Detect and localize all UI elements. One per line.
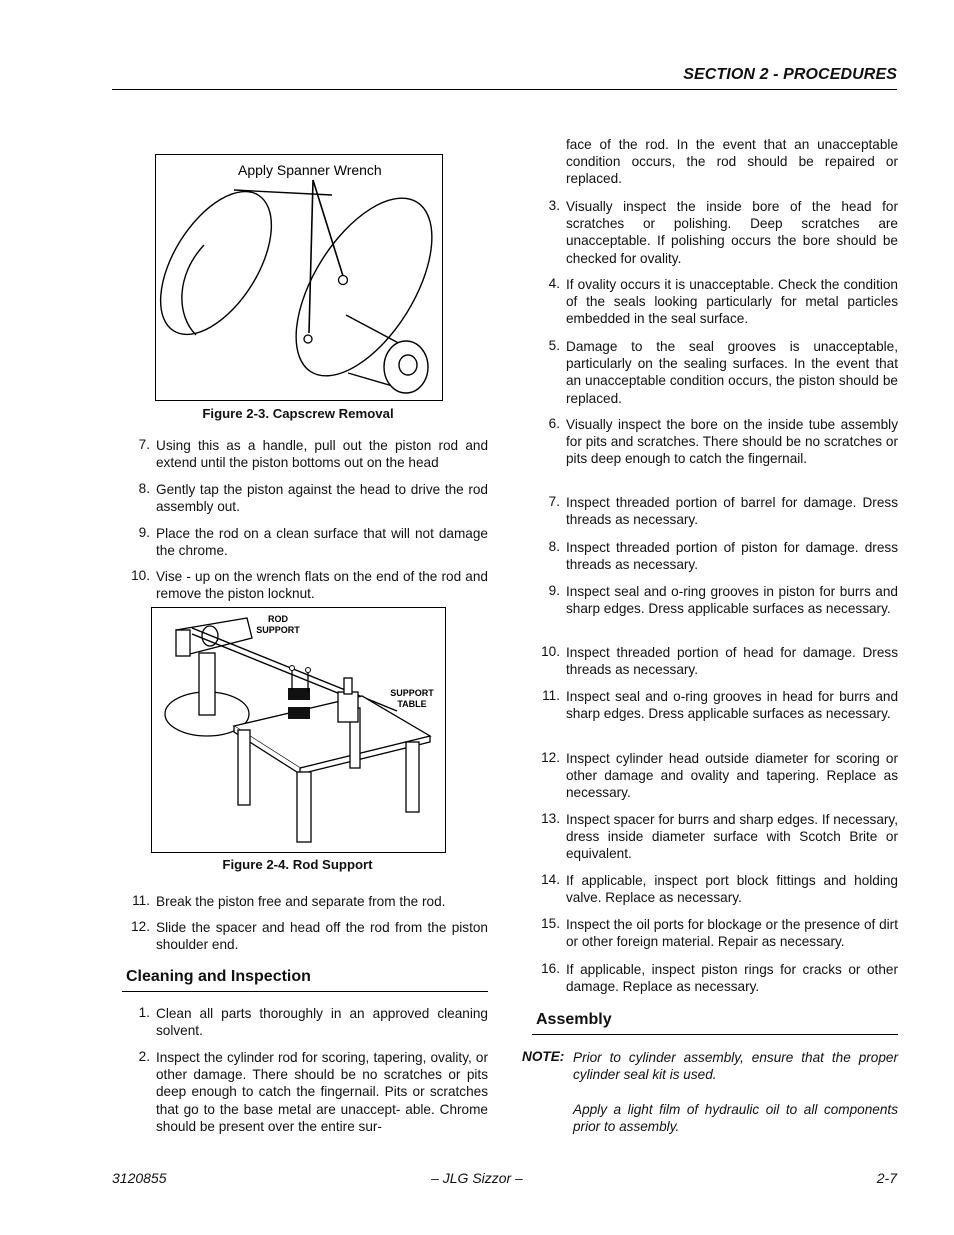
list-item: 11. Inspect seal and o-ring grooves in head for burrs and sharp edges. Dress applicable surfaces as necessary.: [542, 688, 898, 722]
list-item: 8. Gently tap the piston against the head to drive the rod assembly out.: [138, 481, 488, 515]
list-item: 16. If applicable, inspect piston rings for cracks or other damage. Replace as necessary.: [541, 961, 898, 995]
list-item: 14. If applicable, inspect port block fittings and holding valve. Replace as necessary.: [541, 872, 898, 906]
list-item: 11. Break the piston free and separate from the rod.: [132, 893, 446, 909]
note-text: Apply a light film of hydraulic oil to all components prior to assembly.: [573, 1102, 898, 1135]
list-item: 9. Place the rod on a clean surface that will not damage the chrome.: [138, 525, 488, 559]
list-item: 7. Using this as a handle, pull out the piston rod and extend until the piston bottoms out on the head: [138, 437, 488, 471]
figure-caption: Figure 2-4. Rod Support: [222, 857, 373, 872]
note-text: Prior to cylinder assembly, ensure that the proper cylinder seal kit is used.: [573, 1050, 898, 1083]
list-item: 10. Inspect threaded portion of head for damage. Dress threads as necessary.: [541, 644, 898, 678]
spanner-wrench-illustration: [156, 155, 442, 400]
note-label: NOTE:: [522, 1049, 565, 1064]
list-item: 7. Inspect threaded portion of barrel for damage. Dress threads as necessary.: [548, 494, 898, 528]
footer-page-number: 2-7: [876, 1170, 897, 1186]
list-item: 6. Visually inspect the bore on the inside tube assembly for pits and scratches. There should be no scratches or pits deep enough to catch the fingernail.: [548, 416, 898, 467]
section-heading-cleaning: Cleaning and Inspection: [126, 968, 311, 985]
footer-doc-number: 3120855: [112, 1170, 167, 1186]
list-item: 13. Inspect spacer for burrs and sharp edges. If necessary, dress inside diameter surface with Scotch Brite or equivalent.: [541, 811, 898, 862]
list-item: 12. Slide the spacer and head off the rod from the piston shoulder end.: [131, 919, 488, 953]
list-item-continued: face of the rod. In the event that an unacceptable condition occurs, the rod should be repaired or replaced.: [566, 137, 898, 187]
label-rod: ROD: [268, 614, 288, 624]
list-item: 12. Inspect cylinder head outside diameter for scoring or other damage and ovality and tapering. Replace as necessary.: [541, 750, 898, 801]
figure-rod-support: [151, 607, 446, 853]
heading-rule: [532, 1034, 898, 1035]
list-item: 1. Clean all parts thoroughly in an approved cleaning solvent.: [138, 1005, 488, 1039]
list-item: 3. Visually inspect the inside bore of the head for scratches or polishing. Deep scratches are unacceptable. If polishing occurs the bore should be checked for ovality.: [548, 198, 898, 266]
label-table: TABLE: [397, 699, 427, 709]
figure-capscrew-removal: [155, 154, 443, 401]
heading-rule: [122, 991, 488, 992]
footer-title: – JLG Sizzor –: [431, 1170, 523, 1186]
fig3-label: Apply Spanner Wrench: [238, 162, 382, 178]
section-header: SECTION 2 - PROCEDURES: [683, 66, 897, 83]
list-item: 4. If ovality occurs it is unacceptable. Check the condition of the seals looking particularly for metal particles embedded in the seal surface.: [548, 276, 898, 327]
list-item: 10. Vise - up on the wrench flats on the end of the rod and remove the piston locknut.: [131, 568, 488, 602]
figure-caption: Figure 2-3. Capscrew Removal: [202, 406, 394, 421]
list-item: 5. Damage to the seal grooves is unacceptable, particularly on the sealing surfaces. In the event that an unacceptable condition occurs, the piston should be replaced.: [548, 338, 898, 406]
header-rule: [112, 89, 897, 90]
list-item: 8. Inspect threaded portion of piston for damage. dress threads as necessary.: [548, 539, 898, 573]
list-item: 15. Inspect the oil ports for blockage or the presence of dirt or other foreign material. Repair as necessary.: [541, 916, 898, 950]
rod-support-illustration: [152, 608, 445, 852]
section-heading-assembly: Assembly: [536, 1011, 612, 1028]
list-item: 2. Inspect the cylinder rod for scoring, tapering, ovality, or other damage. There should be no scratches or pits deep enough to catch the fingernail. Pits or scratches that go to the base metal are unaccept- able. Chrome should be present over the entire sur-: [138, 1049, 488, 1134]
label-support: SUPPORT: [256, 625, 300, 635]
list-item: 9. Inspect seal and o-ring grooves in piston for burrs and sharp edges. Dress applicable surfaces as necessary.: [548, 583, 898, 617]
label-support-table: SUPPORT: [390, 688, 434, 698]
